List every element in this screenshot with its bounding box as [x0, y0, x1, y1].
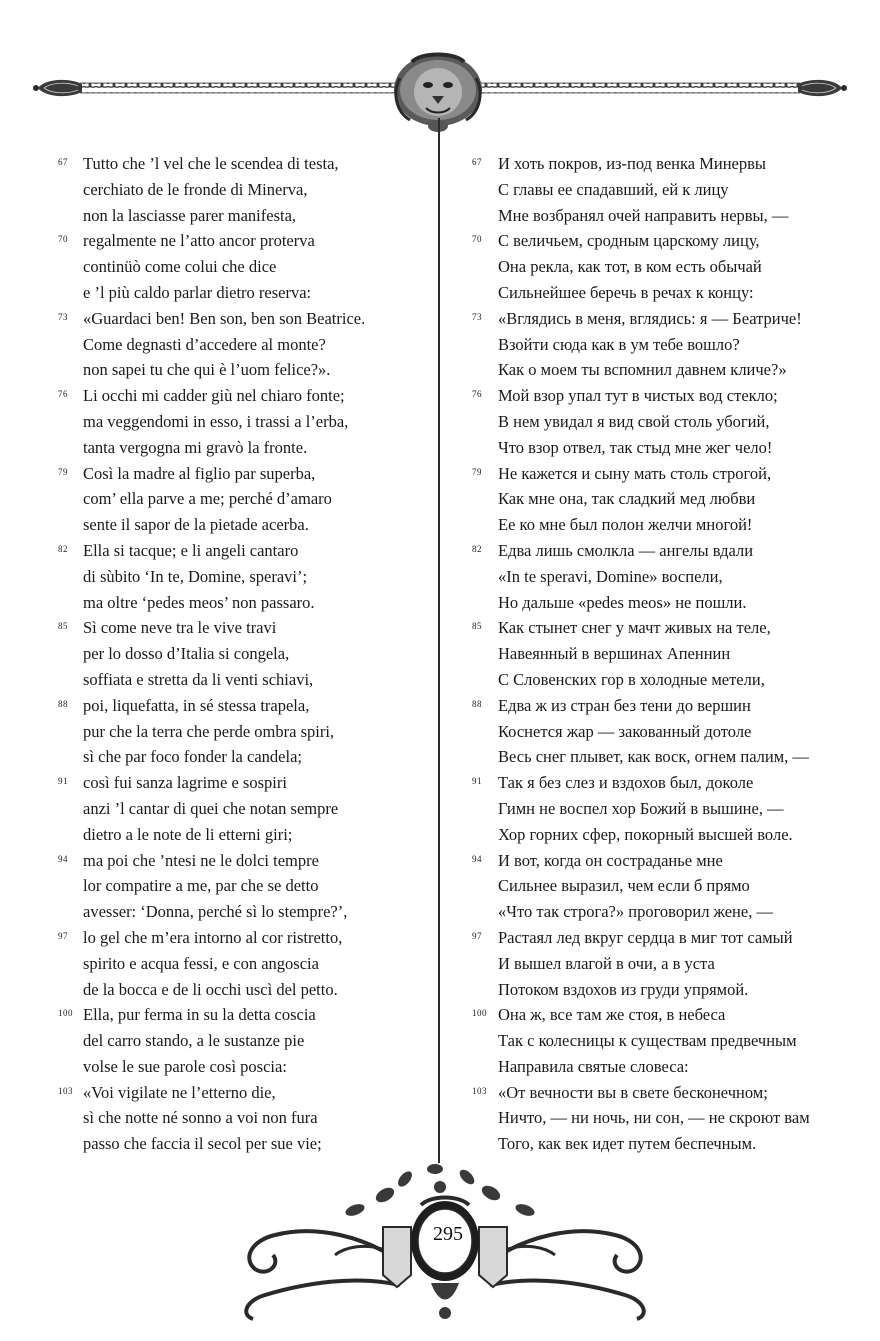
- verse-line: Мой взор упал тут в чистых вод стекло;: [498, 386, 778, 406]
- scroll-left-icon: [246, 1231, 405, 1319]
- verse-line: И вышел влагой в очи, а в уста: [498, 953, 715, 973]
- verse-number: 88: [58, 698, 68, 709]
- verse-line: Едва лишь смолкла — ангелы вдали: [498, 540, 754, 560]
- scroll-right-icon: [485, 1231, 644, 1319]
- verse-number: 85: [58, 621, 68, 632]
- right-finial-icon: [798, 80, 847, 96]
- verse-line: Что взор отвел, так стыд мне жег чело!: [498, 437, 773, 457]
- verse-line: cerchiato de le fronde di Minerva,: [83, 179, 308, 199]
- verse-line: ma oltre ‘pedes meos’ non passaro.: [83, 592, 315, 612]
- verse-number: 103: [472, 1085, 487, 1096]
- verse-line: passo che faccia il secol per sue vie;: [83, 1134, 322, 1154]
- verse-line: anzi ’l cantar di quei che notan sempre: [83, 798, 339, 818]
- verse-number: 79: [58, 466, 68, 477]
- verse-line: avesser: ‘Donna, perché sì lo stempre?’,: [83, 902, 348, 922]
- tercet: [58, 615, 428, 692]
- tercet: [472, 461, 842, 538]
- verse-line: de la bocca e de li occhi uscì del petto.: [83, 979, 338, 999]
- verse-line: lo gel che m’era intorno al cor ristretto,: [83, 927, 343, 947]
- page-number: 295: [433, 1223, 463, 1245]
- verse-line: regalmente ne l’atto ancor proterva: [83, 231, 315, 251]
- verse-line: «Вглядись в меня, вглядись: я — Беатриче!: [498, 308, 802, 328]
- tercet: [472, 383, 842, 460]
- verse-line: И хоть покров, из-под венка Минервы: [498, 154, 767, 173]
- verse-line: Come degnasti d’accedere al monte?: [83, 334, 326, 354]
- verse-number: 94: [58, 853, 68, 864]
- verse-line: В нем увидал я вид свой столь убогий,: [498, 411, 770, 431]
- verse-line: Così la madre al figlio par superba,: [83, 463, 316, 483]
- verse-line: И вот, когда он состраданье мне: [498, 850, 723, 870]
- verse-line: Растаял лед вкруг сердца в миг тот самый: [498, 927, 793, 947]
- verse-line: per lo dosso d’Italia si congela,: [83, 644, 290, 664]
- verse-number: 82: [472, 543, 482, 554]
- verse-number: 100: [472, 1008, 487, 1019]
- verse-line: Tutto che ’l vel che le scendea di testa,: [83, 154, 339, 173]
- verse-line: Она ж, все там же стоя, в небеса: [498, 1005, 726, 1025]
- tercet: [472, 306, 842, 383]
- verse-line: Так с колесницы к существам предвечным: [498, 1031, 797, 1051]
- tercet: [472, 538, 842, 615]
- tercet: [58, 693, 428, 770]
- verse-number: 100: [58, 1008, 73, 1019]
- verse-line: Сильнейшее беречь в речах к концу:: [498, 282, 754, 302]
- verse-number: 76: [58, 389, 68, 400]
- tercet: [58, 1002, 428, 1079]
- verse-number: 91: [472, 776, 482, 787]
- verse-number: 79: [472, 466, 482, 477]
- verse-line: volse le sue parole così poscia:: [83, 1056, 287, 1076]
- center-divider: [438, 118, 440, 1163]
- verse-number: 67: [472, 157, 482, 167]
- verse-line: Но дальше «pedes meos» не пошли.: [498, 592, 747, 612]
- tercet: [472, 770, 842, 847]
- tercet: [58, 538, 428, 615]
- verse-line: С Словенских гор в холодные метели,: [498, 669, 765, 689]
- russian-column: [472, 151, 842, 1157]
- verse-line: Навеянный в вершинах Апеннин: [498, 644, 731, 664]
- verse-line: Едва ж из стран без тени до вершин: [498, 695, 751, 715]
- verse-line: del carro stando, a le sustanze pie: [83, 1031, 305, 1051]
- verse-number: 82: [58, 543, 68, 554]
- verse-line: sì che par foco fonder la candela;: [83, 747, 302, 767]
- verse-line: non sapei tu che qui è l’uom felice?».: [83, 360, 331, 380]
- verse-line: «Voi vigilate ne l’etterno die,: [83, 1082, 276, 1102]
- header-ornament: [0, 0, 880, 170]
- verse-line: Взойти сюда как в ум тебе вошло?: [498, 334, 740, 354]
- tercet: [472, 848, 842, 925]
- tercet: [58, 1080, 428, 1157]
- verse-line: ma veggendomi in esso, i trassi a l’erba,: [83, 411, 349, 431]
- tercet: [472, 693, 842, 770]
- verse-line: С величьем, сродным царскому лицу,: [498, 231, 760, 251]
- verse-line: Направила святые словеса:: [498, 1056, 689, 1076]
- verse-line: ma poi che ’ntesi ne le dolci tempre: [83, 850, 319, 870]
- verse-line: Как стынет снег у мачт живых на теле,: [498, 618, 771, 638]
- verse-number: 85: [472, 621, 482, 632]
- verse-line: non la lasciasse parer manifesta,: [83, 205, 297, 225]
- verse-line: «Guardaci ben! Ben son, ben son Beatrice.: [83, 308, 366, 328]
- verse-line: Ella si tacque; e li angeli cantaro: [83, 540, 299, 560]
- tercet: [472, 1080, 842, 1157]
- verse-line: poi, liquefatta, in sé stessa trapela,: [83, 695, 310, 715]
- verse-line: continüò come colui che dice: [83, 257, 277, 277]
- verse-line: soffiata e stretta da li venti schiavi,: [83, 669, 314, 689]
- tercet: [58, 770, 428, 847]
- verse-line: «Что так строга?» проговорил жене, —: [498, 902, 773, 922]
- verse-line: e ’l più caldo parlar dietro reserva:: [83, 282, 312, 302]
- verse-line: Хор горних сфер, покорный высшей воле.: [498, 824, 793, 844]
- tercet: [472, 925, 842, 1002]
- verse-line: Она рекла, как тот, в ком есть обычай: [498, 257, 762, 277]
- verse-line: di sùbito ‘In te, Domine, speravi’;: [83, 566, 308, 586]
- tercet: [472, 151, 842, 228]
- verse-line: «In te speravi, Domine» воспели,: [498, 566, 723, 586]
- verse-line: Как мне она, так сладкий мед любви: [498, 489, 756, 509]
- verse-line: Как о моем ты вспомнил давнем кличе?»: [498, 360, 787, 380]
- verse-line: Ее ко мне был полон желчи многой!: [498, 515, 753, 535]
- verse-line: Мне возбранял очей направить нервы, —: [498, 205, 789, 225]
- tercet: [472, 228, 842, 305]
- verse-line: com’ ella parve a me; perché d’amaro: [83, 489, 332, 509]
- tercet: [58, 461, 428, 538]
- verse-line: Sì come neve tra le vive travi: [83, 618, 277, 638]
- verse-line: così fui sanza lagrime e sospiri: [83, 773, 287, 793]
- verse-line: Весь снег плывет, как воск, огнем палим, —: [498, 747, 809, 767]
- verse-line: Li occhi mi cadder giù nel chiaro fonte;: [83, 386, 345, 406]
- verse-line: Потоком вздохов из груди упрямой.: [498, 979, 749, 999]
- verse-line: Ничто, — ни ночь, ни сон, — не скроют вам: [498, 1108, 810, 1128]
- verse-line: tanta vergogna mi gravò la fronte.: [83, 437, 308, 457]
- tercet: [472, 615, 842, 692]
- verse-line: Того, как век идет путем беспечным.: [498, 1134, 757, 1154]
- verse-line: «От вечности вы в свете бесконечном;: [498, 1082, 768, 1102]
- verse-line: spirito e acqua fessi, e con angoscia: [83, 953, 319, 973]
- tercet: [58, 383, 428, 460]
- tercet: [58, 306, 428, 383]
- verse-number: 94: [472, 853, 482, 864]
- verse-line: lor compatire a me, par che se detto: [83, 876, 319, 896]
- verse-number: 70: [472, 234, 482, 245]
- tercet: [58, 228, 428, 305]
- verse-line: Так я без слез и вздохов был, доколе: [498, 773, 754, 793]
- verse-line: dietro a le note de li etterni giri;: [83, 824, 293, 844]
- tercet: [58, 848, 428, 925]
- verse-line: Коснется жар — закованный дотоле: [498, 721, 752, 741]
- tercet: [58, 925, 428, 1002]
- verse-line: Гимн не воспел хор Божий в вышине, —: [498, 798, 784, 818]
- left-finial-icon: [33, 80, 82, 96]
- verse-number: 73: [472, 311, 482, 322]
- verse-line: Сильнее выразил, чем если б прямо: [498, 876, 750, 896]
- verse-number: 97: [58, 930, 68, 941]
- verse-line: Ella, pur ferma in su la detta coscia: [83, 1005, 316, 1025]
- italian-column: [58, 151, 428, 1157]
- tercet: [472, 1002, 842, 1079]
- verse-number: 67: [58, 157, 68, 167]
- verse-number: 88: [472, 698, 482, 709]
- verse-line: sente il sapor de la pietade acerba.: [83, 515, 309, 535]
- verse-line: sì che notte né sonno a voi non fura: [83, 1108, 318, 1128]
- verse-line: С главы ее спадавший, ей к лицу: [498, 179, 729, 199]
- verse-number: 97: [472, 930, 482, 941]
- verse-number: 70: [58, 234, 68, 245]
- verse-number: 73: [58, 311, 68, 322]
- verse-number: 91: [58, 776, 68, 787]
- verse-number: 103: [58, 1085, 73, 1096]
- verse-number: 76: [472, 389, 482, 400]
- tercet: [58, 151, 428, 228]
- verse-line: pur che la terra che perde ombra spiri,: [83, 721, 335, 741]
- verse-line: Не кажется и сыну мать столь строгой,: [498, 463, 772, 483]
